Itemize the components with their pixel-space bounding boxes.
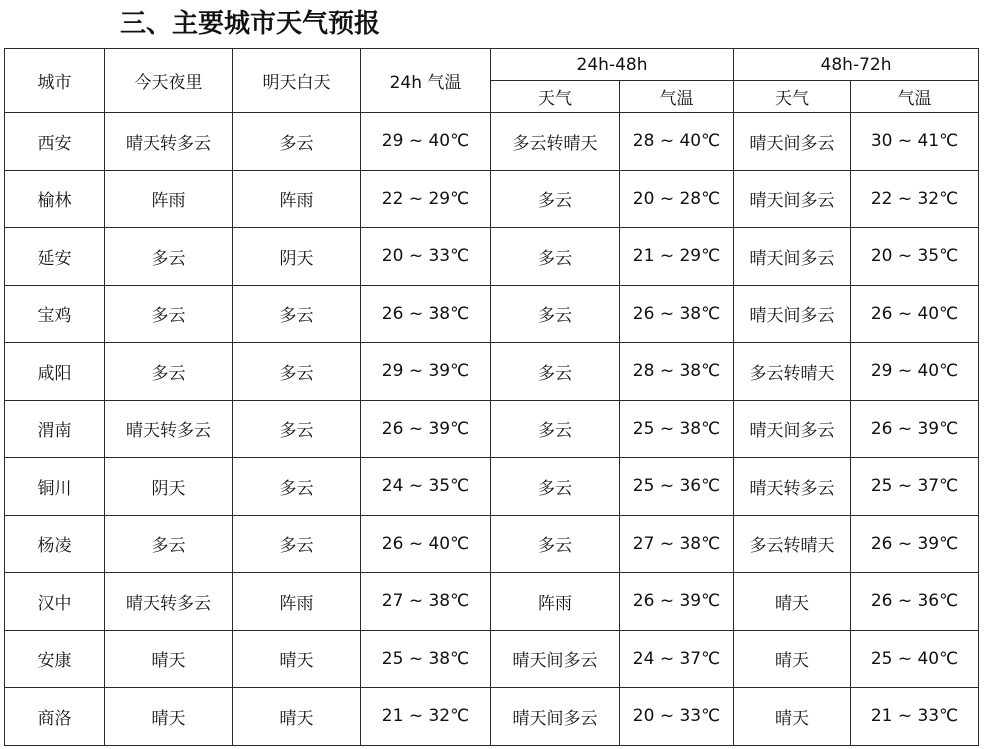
cell-tomorrow-day: 晴天	[233, 630, 361, 688]
cell-tonight: 多云	[105, 343, 233, 401]
table-row	[5, 228, 979, 286]
cell-temp-48-72: 20 ~ 35℃	[851, 228, 979, 286]
cell-temp-48-72: 22 ~ 32℃	[851, 170, 979, 228]
header-temp-24-48: 气温	[620, 81, 734, 113]
cell-weather-48-72: 晴天间多云	[734, 285, 851, 343]
cell-tonight: 晴天转多云	[105, 400, 233, 458]
cell-temp-24h: 29 ~ 39℃	[361, 343, 491, 401]
cell-temp-48-72: 25 ~ 40℃	[851, 630, 979, 688]
cell-weather-48-72: 晴天	[734, 630, 851, 688]
cell-tonight: 多云	[105, 285, 233, 343]
cell-weather-48-72: 晴天间多云	[734, 170, 851, 228]
header-temp-48-72: 气温	[851, 81, 979, 113]
table-row	[5, 458, 979, 516]
cell-weather-24-48: 多云	[491, 285, 620, 343]
cell-temp-24-48: 25 ~ 36℃	[620, 458, 734, 516]
cell-temp-24-48: 26 ~ 38℃	[620, 285, 734, 343]
cell-temp-24h: 26 ~ 38℃	[361, 285, 491, 343]
cell-city: 榆林	[5, 170, 105, 228]
cell-temp-24-48: 26 ~ 39℃	[620, 573, 734, 631]
header-temp-24h: 24h 气温	[361, 49, 491, 113]
cell-weather-48-72: 多云转晴天	[734, 515, 851, 573]
header-weather-48-72: 天气	[734, 81, 851, 113]
cell-weather-48-72: 晴天间多云	[734, 228, 851, 286]
cell-temp-24-48: 28 ~ 38℃	[620, 343, 734, 401]
table-row	[5, 343, 979, 401]
cell-temp-24h: 24 ~ 35℃	[361, 458, 491, 516]
cell-tomorrow-day: 阵雨	[233, 170, 361, 228]
cell-temp-48-72: 29 ~ 40℃	[851, 343, 979, 401]
cell-tonight: 晴天	[105, 630, 233, 688]
cell-tonight: 晴天	[105, 688, 233, 746]
header-row-top	[5, 49, 979, 81]
cell-weather-24-48: 多云	[491, 228, 620, 286]
cell-tonight: 多云	[105, 228, 233, 286]
cell-weather-24-48: 多云	[491, 515, 620, 573]
cell-tomorrow-day: 多云	[233, 400, 361, 458]
table-row	[5, 400, 979, 458]
table-row	[5, 285, 979, 343]
cell-tonight: 晴天转多云	[105, 113, 233, 171]
cell-temp-24-48: 24 ~ 37℃	[620, 630, 734, 688]
cell-weather-24-48: 阵雨	[491, 573, 620, 631]
cell-tonight: 阴天	[105, 458, 233, 516]
table-row	[5, 113, 979, 171]
cell-weather-24-48: 多云	[491, 458, 620, 516]
cell-weather-24-48: 晴天间多云	[491, 630, 620, 688]
cell-temp-24-48: 20 ~ 33℃	[620, 688, 734, 746]
cell-tonight: 晴天转多云	[105, 573, 233, 631]
cell-weather-48-72: 晴天间多云	[734, 113, 851, 171]
cell-weather-48-72: 晴天	[734, 688, 851, 746]
table-row	[5, 170, 979, 228]
header-city: 城市	[5, 49, 105, 113]
cell-weather-48-72: 晴天间多云	[734, 400, 851, 458]
cell-weather-24-48: 多云	[491, 343, 620, 401]
cell-weather-48-72: 多云转晴天	[734, 343, 851, 401]
cell-temp-48-72: 26 ~ 40℃	[851, 285, 979, 343]
table-row	[5, 688, 979, 746]
cell-temp-24-48: 28 ~ 40℃	[620, 113, 734, 171]
cell-temp-48-72: 26 ~ 39℃	[851, 515, 979, 573]
cell-city: 汉中	[5, 573, 105, 631]
cell-tomorrow-day: 晴天	[233, 688, 361, 746]
table-row	[5, 573, 979, 631]
header-weather-24-48: 天气	[491, 81, 620, 113]
cell-city: 宝鸡	[5, 285, 105, 343]
cell-tonight: 阵雨	[105, 170, 233, 228]
cell-temp-24h: 25 ~ 38℃	[361, 630, 491, 688]
cell-temp-48-72: 21 ~ 33℃	[851, 688, 979, 746]
cell-temp-24h: 26 ~ 39℃	[361, 400, 491, 458]
cell-temp-24h: 20 ~ 33℃	[361, 228, 491, 286]
cell-weather-24-48: 多云	[491, 400, 620, 458]
cell-city: 杨凌	[5, 515, 105, 573]
table-row	[5, 515, 979, 573]
cell-tomorrow-day: 多云	[233, 285, 361, 343]
cell-tomorrow-day: 多云	[233, 515, 361, 573]
cell-city: 铜川	[5, 458, 105, 516]
cell-city: 安康	[5, 630, 105, 688]
cell-temp-24h: 21 ~ 32℃	[361, 688, 491, 746]
header-tomorrow-day: 明天白天	[233, 49, 361, 113]
cell-tomorrow-day: 阴天	[233, 228, 361, 286]
cell-city: 咸阳	[5, 343, 105, 401]
cell-temp-24-48: 20 ~ 28℃	[620, 170, 734, 228]
cell-weather-48-72: 晴天转多云	[734, 458, 851, 516]
cell-temp-24h: 26 ~ 40℃	[361, 515, 491, 573]
cell-tomorrow-day: 阵雨	[233, 573, 361, 631]
cell-temp-48-72: 26 ~ 36℃	[851, 573, 979, 631]
header-tonight: 今天夜里	[105, 49, 233, 113]
cell-weather-24-48: 多云转晴天	[491, 113, 620, 171]
cell-weather-48-72: 晴天	[734, 573, 851, 631]
cell-temp-24-48: 25 ~ 38℃	[620, 400, 734, 458]
table-row	[5, 630, 979, 688]
cell-weather-24-48: 晴天间多云	[491, 688, 620, 746]
table-body	[5, 113, 979, 746]
cell-tomorrow-day: 多云	[233, 458, 361, 516]
cell-city: 商洛	[5, 688, 105, 746]
header-period-24-48: 24h-48h	[491, 49, 734, 81]
cell-temp-48-72: 26 ~ 39℃	[851, 400, 979, 458]
cell-tomorrow-day: 多云	[233, 113, 361, 171]
forecast-table	[4, 48, 979, 746]
cell-temp-24h: 29 ~ 40℃	[361, 113, 491, 171]
cell-temp-24-48: 21 ~ 29℃	[620, 228, 734, 286]
cell-temp-48-72: 30 ~ 41℃	[851, 113, 979, 171]
header-period-48-72: 48h-72h	[734, 49, 979, 81]
cell-tomorrow-day: 多云	[233, 343, 361, 401]
cell-temp-24h: 27 ~ 38℃	[361, 573, 491, 631]
cell-temp-24h: 22 ~ 29℃	[361, 170, 491, 228]
cell-weather-24-48: 多云	[491, 170, 620, 228]
cell-city: 西安	[5, 113, 105, 171]
cell-temp-24-48: 27 ~ 38℃	[620, 515, 734, 573]
cell-city: 渭南	[5, 400, 105, 458]
cell-tonight: 多云	[105, 515, 233, 573]
cell-city: 延安	[5, 228, 105, 286]
cell-temp-48-72: 25 ~ 37℃	[851, 458, 979, 516]
page-title: 三、主要城市天气预报	[120, 9, 381, 39]
